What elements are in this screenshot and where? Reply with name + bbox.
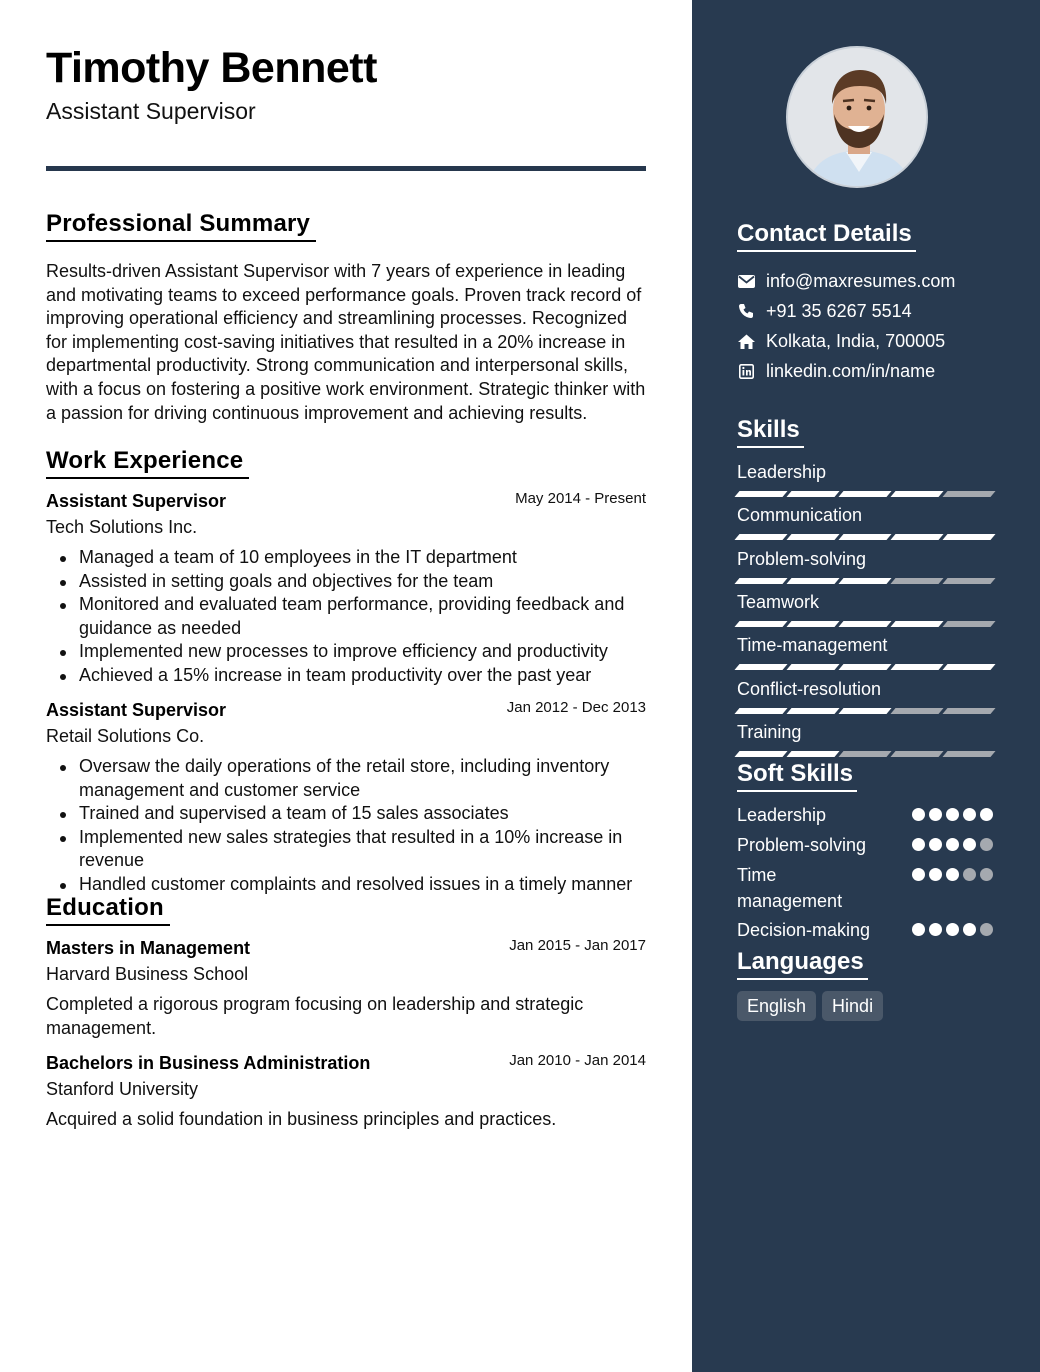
- skill-level-segment: [734, 578, 787, 584]
- rating-dot: [963, 808, 976, 821]
- job-title: Assistant Supervisor: [46, 491, 227, 511]
- skill-level-segment: [890, 664, 943, 670]
- rating-dot: [946, 838, 959, 851]
- soft-skill-rating: [912, 838, 993, 858]
- skill-level-segment: [734, 708, 787, 714]
- rating-dot: [980, 838, 993, 851]
- job-date: Jan 2012 - Dec 2013: [506, 699, 646, 716]
- skill-level-bar: [737, 491, 993, 497]
- job-duty: Oversaw the daily operations of the retail store, including inventory management and customer service: [46, 755, 646, 802]
- skill-label: Training: [737, 721, 802, 742]
- job-entry: [46, 491, 646, 688]
- skill-level-segment: [890, 751, 943, 757]
- soft-skill-item: [737, 917, 993, 943]
- job-company: Retail Solutions Co.: [46, 726, 205, 746]
- skill-level-segment: [942, 664, 995, 670]
- rating-dot: [946, 923, 959, 936]
- contact-linkedin[interactable]: [737, 356, 935, 386]
- candidate-role: Assistant Supervisor: [46, 98, 256, 124]
- skill-label: Communication: [737, 505, 863, 526]
- job-duty: Monitored and evaluated team performance, providing feedback and guidance as needed: [46, 593, 646, 640]
- education-description: Acquired a solid foundation in business principles and practices.: [46, 1109, 557, 1129]
- job-duty: Handled customer complaints and resolved issues in a timely manner: [46, 873, 646, 897]
- rating-dot: [912, 868, 925, 881]
- skill-level-segment: [734, 491, 787, 497]
- skill-level-segment: [838, 751, 891, 757]
- summary-heading: Professional Summary: [46, 210, 316, 242]
- languages-heading: Languages: [737, 948, 868, 980]
- skill-label: Teamwork: [737, 591, 820, 612]
- rating-dot: [912, 808, 925, 821]
- skill-item: [737, 548, 993, 584]
- skill-item: [737, 591, 993, 627]
- contact-email-text: info@maxresumes.com: [766, 270, 956, 291]
- soft-skill-rating: [912, 808, 993, 828]
- rating-dot: [980, 808, 993, 821]
- skill-label: Conflict-resolution: [737, 678, 882, 699]
- skill-item: [737, 634, 993, 670]
- skill-level-segment: [786, 621, 839, 627]
- rating-dot: [929, 838, 942, 851]
- rating-dot: [963, 923, 976, 936]
- skill-level-segment: [734, 534, 787, 540]
- sidebar: [692, 0, 1040, 1372]
- rating-dot: [946, 868, 959, 881]
- skill-level-segment: [890, 708, 943, 714]
- soft-skill-item: [737, 862, 993, 914]
- rating-dot: [963, 868, 976, 881]
- skill-level-bar: [737, 621, 993, 627]
- phone-icon: [737, 302, 755, 320]
- education-entry: [46, 1053, 646, 1132]
- soft-skill-item: [737, 802, 993, 828]
- language-chip: English: [737, 991, 816, 1021]
- education-description: Completed a rigorous program focusing on leadership and strategic management.: [46, 994, 584, 1038]
- job-duty: Assisted in setting goals and objectives for the team: [46, 570, 646, 594]
- summary-text: Results-driven Assistant Supervisor with 7 years of experience in leading and motivating teams to exceed performance goals. Proven track record of improving operational efficiency and streamlining processes. Recognized for implementing cost-saving initiatives that resulted in a 20% increase in departmental productivity. Strong communication and interpersonal skills, with a focus on fostering a positive work environment. Strategic thinker with a passion for driving continuous improvement and achieving results.: [46, 261, 646, 423]
- contact-address-text: Kolkata, India, 700005: [766, 330, 946, 351]
- skill-item: [737, 721, 993, 757]
- job-duty: Achieved a 15% increase in team productivity over the past year: [46, 664, 646, 688]
- languages-list: [737, 991, 883, 1021]
- home-icon: [737, 332, 755, 350]
- skill-label: Leadership: [737, 462, 827, 482]
- soft-skill-label: Leadership: [737, 805, 827, 825]
- job-duty: Trained and supervised a team of 15 sales associates: [46, 802, 646, 826]
- skill-label: Problem-solving: [737, 548, 867, 569]
- degree-title: Masters in Management: [46, 938, 251, 958]
- skill-level-segment: [942, 578, 995, 584]
- skill-label: Time-management: [737, 635, 888, 656]
- header-divider: [46, 166, 646, 171]
- skill-level-segment: [734, 751, 787, 757]
- skill-level-segment: [838, 491, 891, 497]
- contact-address: [737, 326, 945, 356]
- rating-dot: [980, 868, 993, 881]
- skill-level-segment: [942, 534, 995, 540]
- school-name: Harvard Business School: [46, 964, 249, 984]
- skill-level-bar: [737, 534, 993, 540]
- skill-level-bar: [737, 578, 993, 584]
- education-date: Jan 2010 - Jan 2014: [509, 1052, 646, 1069]
- skill-level-bar: [737, 751, 993, 757]
- rating-dot: [929, 808, 942, 821]
- job-date: May 2014 - Present: [515, 490, 646, 507]
- skill-level-bar: [737, 664, 993, 670]
- job-duties: [46, 755, 646, 897]
- profile-photo-icon: [788, 48, 928, 188]
- envelope-icon: [737, 272, 755, 290]
- job-duty: Implemented new processes to improve efficiency and productivity: [46, 640, 646, 664]
- skill-level-segment: [942, 621, 995, 627]
- skill-level-segment: [786, 708, 839, 714]
- soft-skills-heading: Soft Skills: [737, 760, 857, 792]
- job-duty: Managed a team of 10 employees in the IT department: [46, 546, 646, 570]
- soft-skill-rating: [912, 868, 993, 914]
- soft-skill-label: Time management: [737, 865, 843, 911]
- rating-dot: [929, 923, 942, 936]
- job-company: Tech Solutions Inc.: [46, 517, 198, 537]
- skill-level-segment: [942, 491, 995, 497]
- contact-phone[interactable]: [737, 296, 912, 326]
- avatar: [786, 46, 928, 188]
- candidate-name: Timothy Bennett: [46, 44, 377, 92]
- school-name: Stanford University: [46, 1079, 199, 1099]
- contact-phone-text: +91 35 6267 5514: [766, 300, 912, 321]
- skill-level-segment: [838, 578, 891, 584]
- linkedin-icon: [737, 362, 755, 380]
- rating-dot: [980, 923, 993, 936]
- skill-level-bar: [737, 708, 993, 714]
- degree-title: Bachelors in Business Administration: [46, 1053, 371, 1073]
- skill-level-segment: [942, 708, 995, 714]
- skill-level-segment: [890, 621, 943, 627]
- job-duties: [46, 546, 646, 688]
- skill-level-segment: [786, 664, 839, 670]
- contact-linkedin-text: linkedin.com/in/name: [766, 360, 936, 381]
- soft-skill-label: Decision-making: [737, 920, 871, 940]
- skill-level-segment: [734, 621, 787, 627]
- soft-skill-rating: [912, 923, 993, 943]
- skill-level-segment: [786, 578, 839, 584]
- job-entry: [46, 700, 646, 897]
- skills-heading: Skills: [737, 416, 804, 448]
- rating-dot: [912, 838, 925, 851]
- skill-level-segment: [786, 751, 839, 757]
- skill-level-segment: [786, 534, 839, 540]
- contact-heading: Contact Details: [737, 220, 916, 252]
- rating-dot: [929, 868, 942, 881]
- skill-item: [737, 678, 993, 714]
- education-heading: Education: [46, 894, 170, 926]
- skill-item: [737, 461, 993, 497]
- skill-level-segment: [890, 491, 943, 497]
- skill-level-segment: [838, 534, 891, 540]
- job-duty: Implemented new sales strategies that resulted in a 10% increase in revenue: [46, 826, 646, 873]
- soft-skill-item: [737, 832, 993, 858]
- skill-level-segment: [838, 708, 891, 714]
- skill-level-segment: [942, 751, 995, 757]
- rating-dot: [946, 808, 959, 821]
- education-entry: [46, 938, 646, 1040]
- soft-skill-label: Problem-solving: [737, 835, 867, 855]
- rating-dot: [912, 923, 925, 936]
- skill-level-segment: [890, 534, 943, 540]
- skill-level-segment: [890, 578, 943, 584]
- skill-item: [737, 504, 993, 540]
- job-title: Assistant Supervisor: [46, 700, 227, 720]
- skill-level-segment: [734, 664, 787, 670]
- language-chip: Hindi: [822, 991, 883, 1021]
- contact-email[interactable]: [737, 266, 955, 296]
- work-heading: Work Experience: [46, 447, 249, 479]
- skill-level-segment: [838, 621, 891, 627]
- education-date: Jan 2015 - Jan 2017: [509, 937, 646, 954]
- rating-dot: [963, 838, 976, 851]
- skill-level-segment: [838, 664, 891, 670]
- skill-level-segment: [786, 491, 839, 497]
